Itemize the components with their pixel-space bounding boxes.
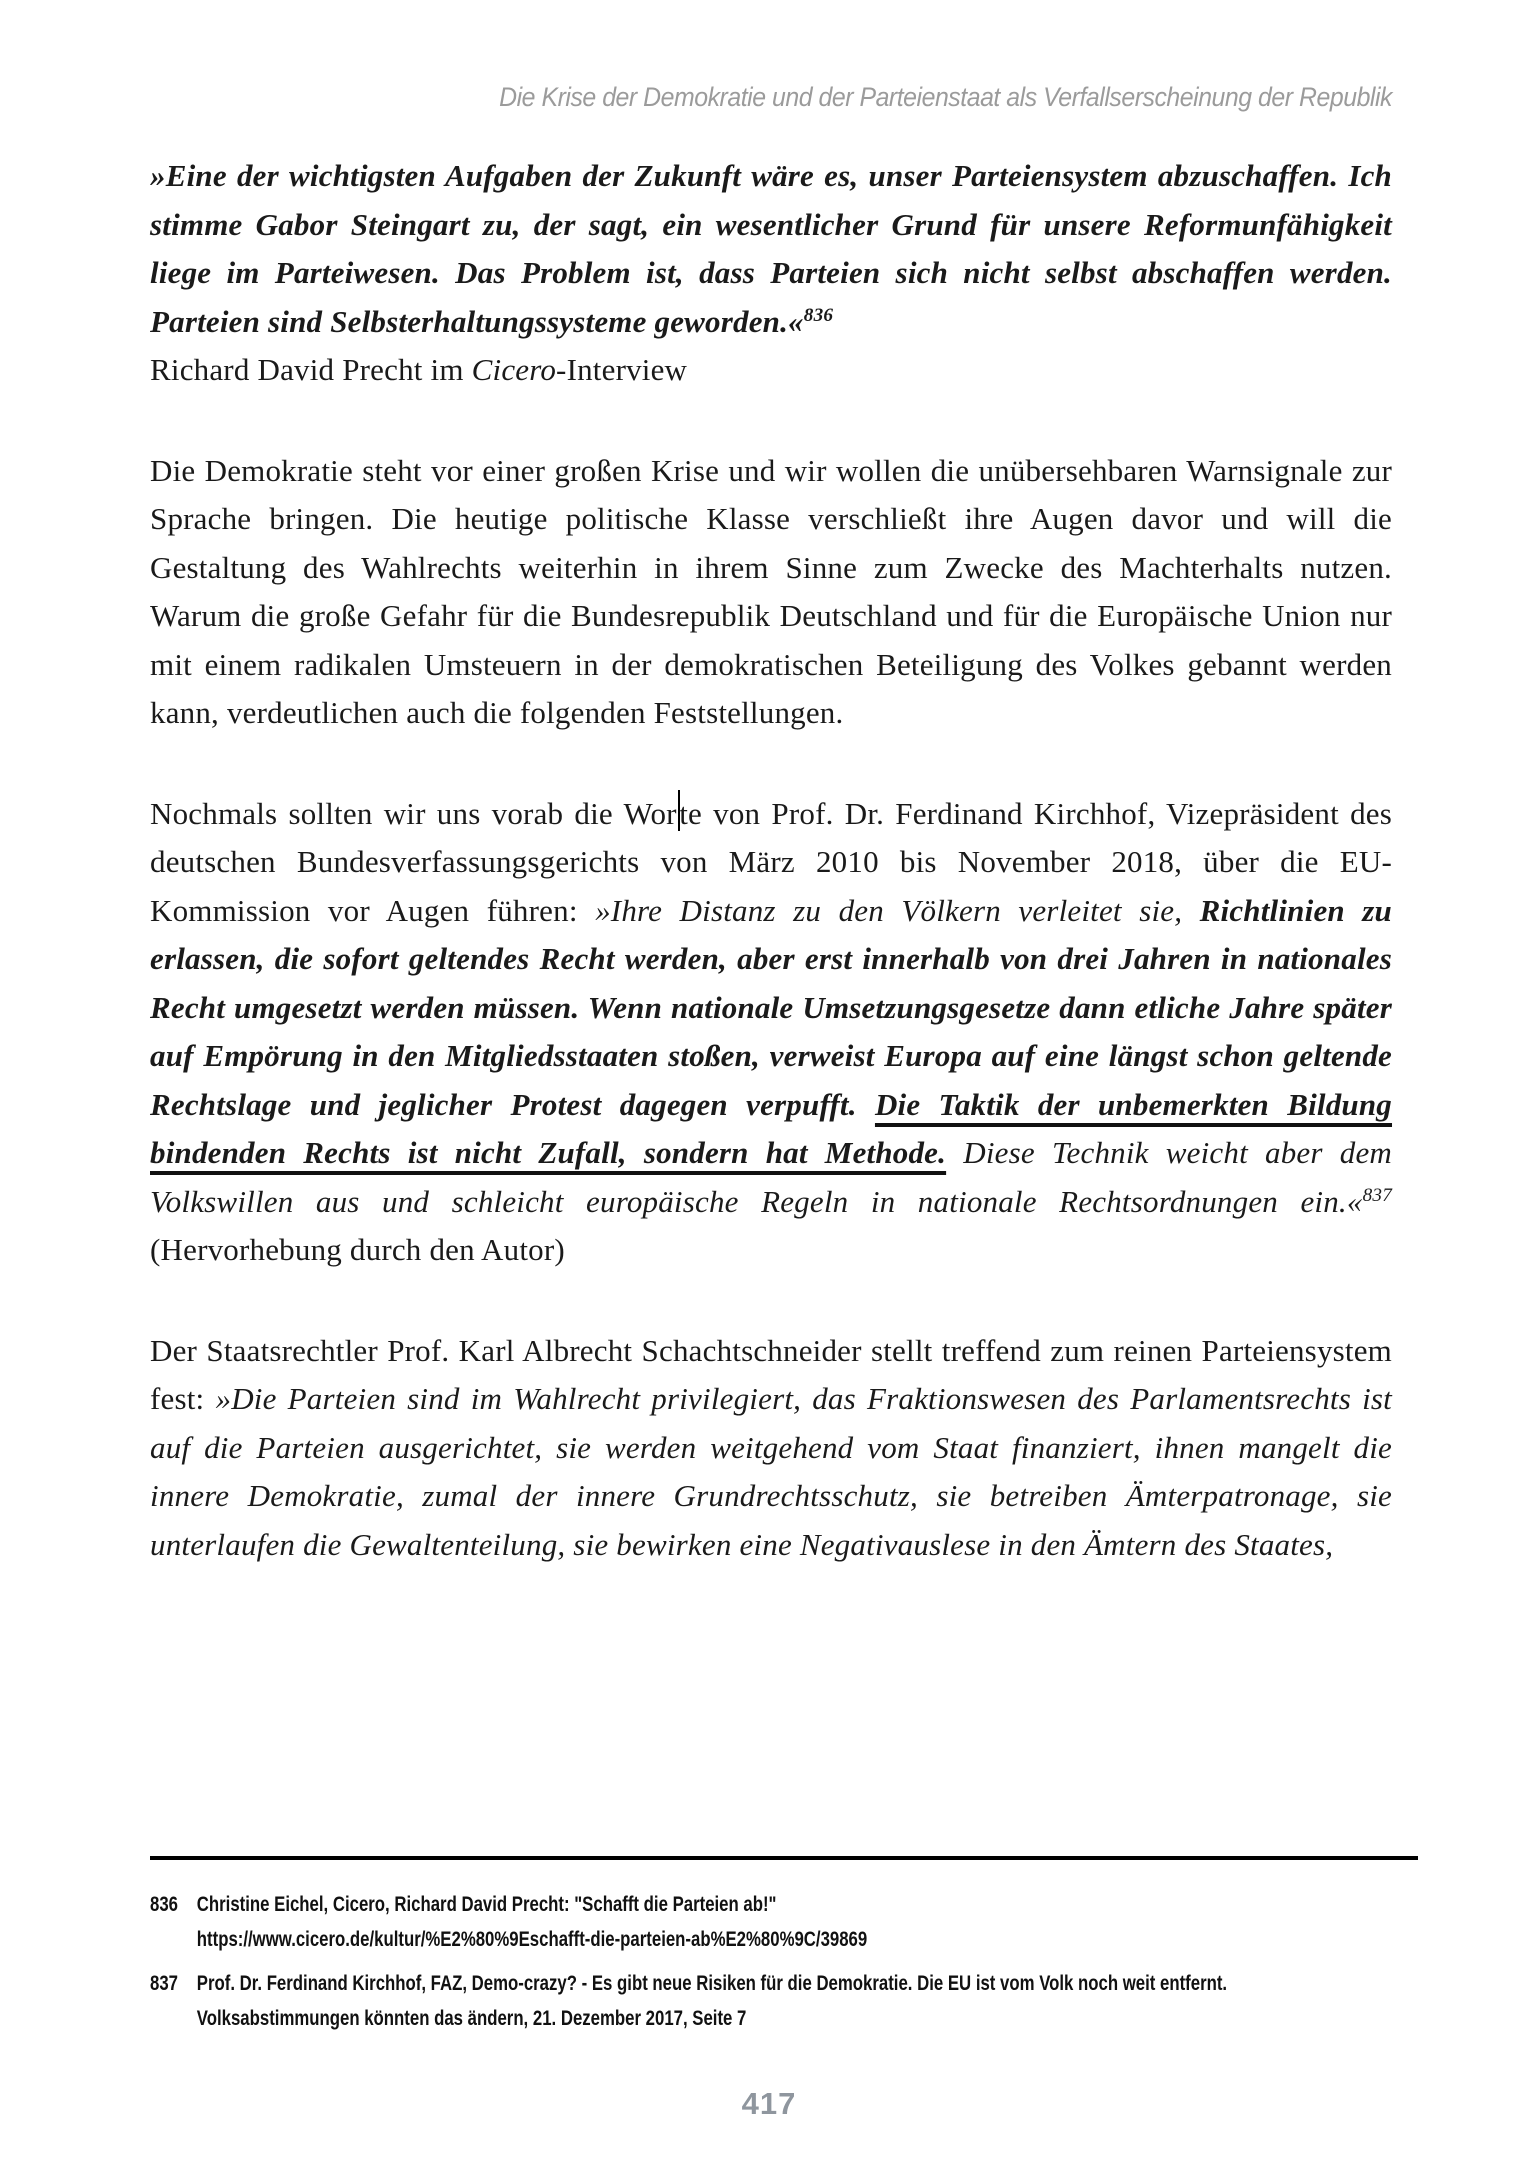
text-segment: te von Prof. Dr. Ferdinand Kirchhof, Vizepräsident des deutschen Bundesverfassungsgerichts von März 2010 bis November 2018, über die EU-Kommission vor Augen führen: <box>150 795 1392 928</box>
footnote-number: 836 <box>150 1892 178 1916</box>
footnote-divider-rule <box>150 1856 1418 1860</box>
text-segment: Der Staatsrechtler Prof. Karl Albrecht Schachtschneider stellt treffend zum reinen Parteiensystem fest: <box>150 1332 1392 1416</box>
paragraph-schachtschneider-quote <box>150 1327 1392 1570</box>
text-segment: Die Taktik der unbemerkten Bildung bindenden Rechts ist nicht Zufall, sondern hat Methode. <box>150 1086 1393 1170</box>
page-body-text[interactable] <box>150 152 1392 1569</box>
text-segment: Richtlinien zu erlassen, die sofort geltendes Recht werden, aber erst innerhalb von drei Jahren in nationales Recht umgesetzt werden müssen. Wenn nationale Umsetzungsgesetze dann etliche Jahre später auf Empörung in den Mitgliedsstaaten stoßen, verweist Europa auf eine längst schon geltende Rechtslage und jeglicher Protest dagegen verpufft. <box>150 892 1393 1122</box>
text-segment: (Hervorhebung durch den Autor) <box>150 1232 565 1267</box>
footnote-text <box>197 1887 1416 1957</box>
page-number: 417 <box>741 2086 797 2121</box>
footnote-url: https://www.cicero.de/kultur/%E2%80%9Eschafft-die-parteien-ab%E2%80%9C/39869 <box>196 1927 868 1951</box>
paragraph-kirchhof-quote <box>150 790 1392 1275</box>
paragraph-democracy-crisis <box>150 447 1392 738</box>
text-segment: »Eine der wichtigsten Aufgaben der Zukunft wäre es, unser Parteiensystem abzuschaffen. Ich stimme Gabor Steingart zu, der sagt, ein wesentlicher Grund für unsere Reformunfähigkeit liege im Parteiwesen. Das Problem ist, dass Parteien sich nicht selbst abschaffen werden. Parteien sind Selbsterhaltungssysteme geworden.« <box>150 158 1392 339</box>
text-segment: 836 <box>803 304 834 326</box>
footnote-number: 837 <box>150 1971 178 1995</box>
text-segment: Cicero <box>471 352 557 387</box>
footnote-source-line: Prof. Dr. Ferdinand Kirchhof, FAZ, Demo-crazy? - Es gibt neue Risiken für die Demokratie. Die EU ist vom Volk noch weit entfernt. <box>196 1971 1228 1995</box>
text-segment: »Die Parteien sind im Wahlrecht privilegiert, das Fraktionswesen des Parlamentsrechts ist auf die Parteien ausgerichtet, sie werden weitgehend vom Staat finanziert, ihnen mangelt die innere Demokratie, zumal der innere Grundrechtsschutz, sie betreiben Ämterpatronage, sie unterlaufen die Gewaltenteilung, sie bewirken eine Negativauslese in den Ämtern des Staates, <box>150 1381 1392 1562</box>
footnote-837 <box>150 1966 1416 2036</box>
text-segment: Richard David Precht im <box>150 352 472 387</box>
footnote-836 <box>150 1887 1416 1957</box>
quote-attribution <box>150 346 1392 395</box>
text-segment: »Ihre Distanz zu den Völkern verleitet sie, <box>595 892 1200 928</box>
text-segment: Die Demokratie steht vor einer großen Krise und wir wollen die unübersehbaren Warnsignale zur Sprache bringen. Die heutige politische Klasse verschließt ihre Augen davor und will die Gestaltung des Wahlrechts weiterhin in ihrem Sinne zum Zwecke des Machterhalts nutzen. Warum die große Gefahr für die Bundesrepublik Deutschland und für die Europäische Union nur mit einem radikalen Umsteuern in der demokratischen Beteiligung des Volkes gebannt werden kann, verdeutlichen auch die folgenden Feststellungen. <box>150 452 1392 730</box>
block-quote-precht <box>150 152 1392 346</box>
footnote-area <box>150 1856 1418 2045</box>
text-segment: 837 <box>1362 1184 1392 1206</box>
text-segment: -Interview <box>556 352 688 387</box>
footnotes <box>150 1887 1416 2036</box>
footnote-text <box>197 1966 1416 2036</box>
footnote-source-line: Christine Eichel, Cicero, Richard David Precht: "Schafft die Parteien ab!" <box>196 1892 777 1916</box>
text-segment: Diese Technik weicht aber dem Volkswillen aus und schleicht europäische Regeln in nationale Rechtsordnungen ein.« <box>150 1135 1393 1219</box>
footnote-source-line-2: Volksabstimmungen könnten das ändern, 21. Dezember 2017, Seite 7 <box>196 2006 747 2030</box>
running-header: Die Krise der Demokratie und der Parteienstaat als Verfallserscheinung der Republik <box>499 82 1392 112</box>
text-segment: Nochmals sollten wir uns vorab die Wor <box>150 795 677 831</box>
